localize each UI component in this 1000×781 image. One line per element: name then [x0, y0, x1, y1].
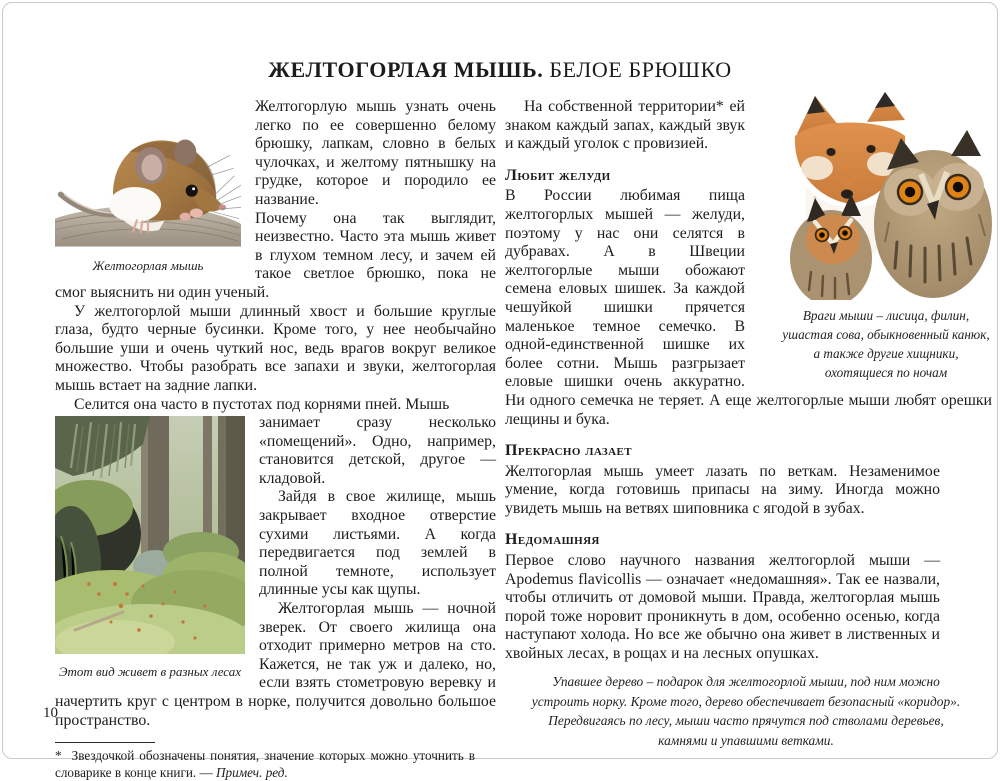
paragraph-night: Желтогорлая мышь — ночной зверек. От своего жилища она отходит примерно метров на сто. Кажется, не так уж и далеко, но, если взять стометровую веревку и начертить круг с центром в норке, получится довольно большое пространство. [55, 600, 496, 729]
footnote-text: Звездочкой обозначены понятия, значение которых можно уточнить в словарике в конце книги. — [55, 748, 475, 781]
paragraph-acorns: В России любимая пища желтогорлых мышей — желуди, поэтому у нас они селятся в дубравах. А в Швеции желтогорлые мыши обожают семена еловых шишек. За каждой чешуйкой шишки прячется маленькое темное семечко. В одной-единственной шишке их более сотни. Мышь разгрызает еловые шишки очень аккуратно. Ни одного семечка не теряет. А еще желтогорлые мыши любят орешки лещины и бука. [505, 187, 992, 428]
page-number: 10 [43, 705, 58, 721]
section-heading-acorns: Любит желуди [505, 166, 611, 184]
paragraph-territory: На собственной территории* ей знаком каждый запах, каждый звук и каждый уголок с провизией. [505, 98, 745, 153]
paragraph-intro-1: Желтогорлую мышь узнать очень легко по ее совершенно белому брюшку, лапкам, словно в белых чулочках, и желтому пятнышку на грудке, которое и породило ее название. [255, 98, 496, 208]
mouse-caption: Желтогорлая мышь [92, 258, 204, 273]
forest-photo [55, 416, 245, 654]
forest-caption: Этот вид живет в разных лесах [58, 664, 241, 680]
page-title-sub: БЕЛОЕ БРЮШКО [549, 57, 732, 82]
page-title [0, 57, 1000, 83]
footnote-rule [55, 742, 155, 743]
paragraph-intro-2: Почему она так выглядит, неизвестно. Часто эта мышь живет в глухом темном лесу, и зачем ей такое светлое брюшко, пока не смог выяснить ни один ученый. [55, 209, 496, 301]
predators-illustration [755, 92, 992, 300]
mouse-figure [55, 98, 241, 274]
footnote [55, 742, 475, 781]
mouse-illustration [55, 98, 241, 248]
paragraph-nondomestic: Первое слово научного названия желтогорлой мыши — Apodemus flavicollis — означает «недомашняя». Так ее назвали, чтобы отличить от домовой мыши. Правда, желтогорлая мышь порой тоже норовит проникнуть в дом, особенно осенью, когда наступают холода. Но все же обычно она живет в лиственных и хвойных лесах, в рощах и на лесных опушках. [505, 552, 940, 663]
right-column [505, 98, 992, 664]
predators-caption: Враги мыши – лисица, филин, ушастая сова, обыкновенный канюк, а также другие хищники, охотящиеся по ночам [782, 308, 990, 380]
paragraph-appearance: У желтогорлой мыши длинный хвост и большие круглые глаза, будто черные бусинки. Кроме того, у нее необычайно большие уши и очень чуткий нос, ведь врагов вокруг великое множество. Чтобы разобрать все запахи и звуки, желтогорлая мышь встает на задние лапки. [55, 302, 496, 394]
footnote-marker: * [55, 748, 62, 764]
page-title-main: ЖЕЛТОГОРЛАЯ МЫШЬ. [268, 57, 544, 82]
section-heading-nondomestic: Недомашняя [505, 531, 600, 549]
paragraph-climb: Желтогорлая мышь умеет лазать по веткам. Незаменимое умение, когда готовишь припасы на зиму. Иногда можно увидеть мышь на ветвях шиповника с ягодой в зубах. [505, 462, 940, 517]
fallen-tree-caption: Упавшее дерево – подарок для желтогорлой мыши, под ним можно устроить норку. Кроме того, дерево обеспечивает безопасный «коридор». Передвигаясь по лесу, мыши часто прячутся под стволами деревьев, камнями и упавшими ветками. [531, 674, 961, 748]
section-heading-climb: Прекрасно лазает [505, 442, 632, 460]
paragraph-home: Зайдя в свое жилище, мышь закрывает входное отверстие сухими листьями. А когда передвигается под землей в полной темноте, использует длинные усы как щупы. [259, 488, 496, 599]
footnote-source: Примеч. ред. [216, 765, 288, 781]
left-column [55, 98, 496, 781]
paragraph-settle-lead: Селится она часто в пустотах под корнями пней. Мышь [74, 395, 450, 413]
paragraph-settle-rest: занимает сразу несколько «помещений». Одно, например, становится детской, другое — кладовой. [259, 414, 496, 487]
predators-figure [755, 92, 992, 382]
forest-figure [55, 416, 245, 680]
